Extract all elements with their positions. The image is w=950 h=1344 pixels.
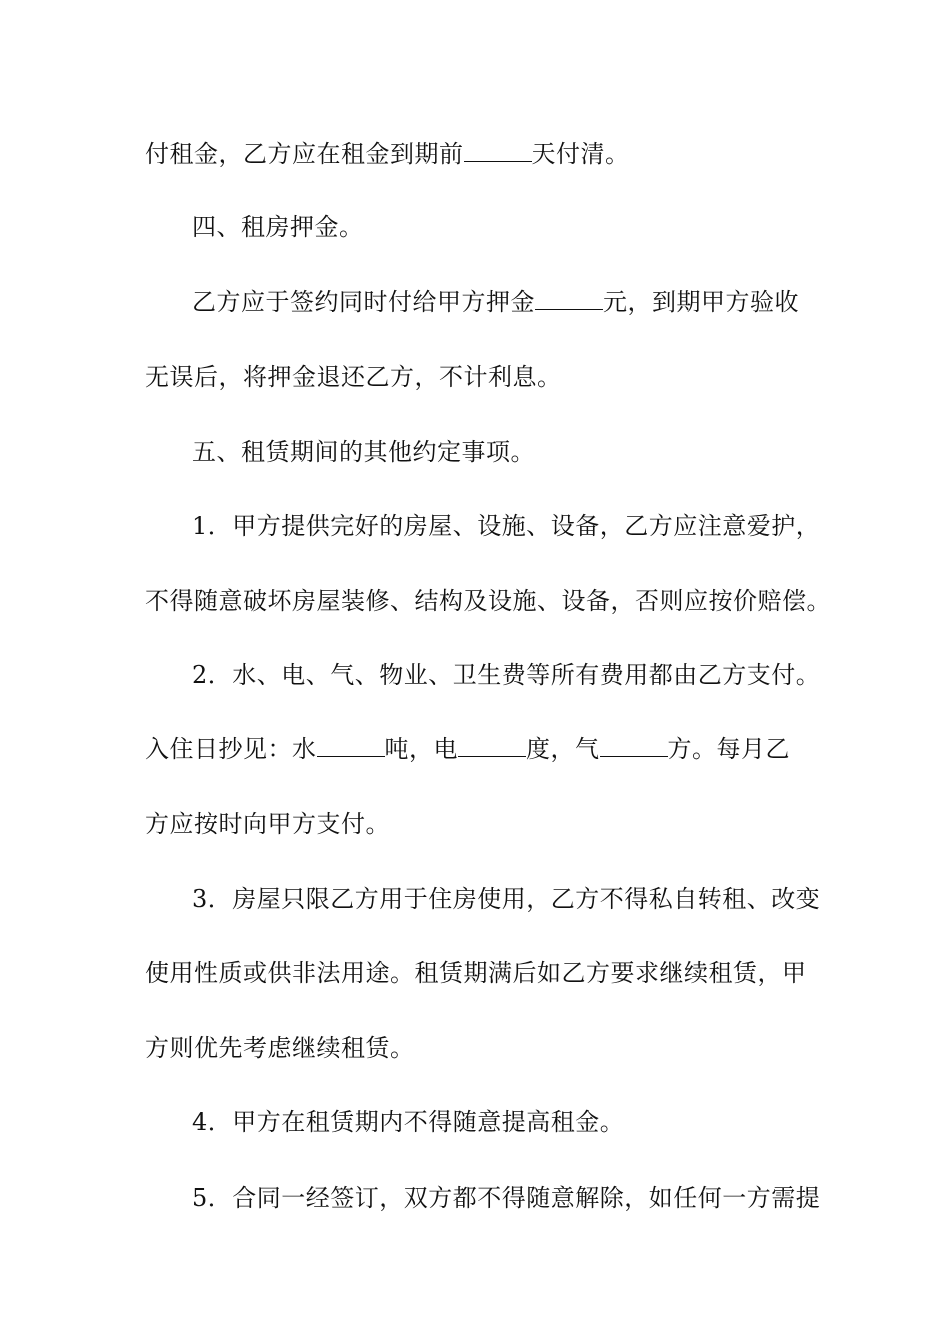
text-line: 不得随意破坏房屋装修、结构及设施、设备，否则应按价赔偿。 xyxy=(145,587,831,615)
section-heading: 四、租房押金。 xyxy=(192,213,364,241)
text-line: 3．房屋只限乙方用于住房使用，乙方不得私自转租、改变 xyxy=(192,885,821,913)
fill-blank xyxy=(458,734,526,757)
fill-blank xyxy=(600,734,668,757)
line-text: 乙方应于签约同时付给甲方押金 xyxy=(192,288,535,316)
fill-blank xyxy=(464,139,532,162)
text-line: 5．合同一经签订，双方都不得随意解除，如任何一方需提 xyxy=(192,1184,821,1212)
line-text: 度，气 xyxy=(526,735,600,763)
line-text: 方。每月乙 xyxy=(667,735,790,763)
text-line xyxy=(192,287,872,317)
line-text: 天付清。 xyxy=(531,140,630,168)
text-line: 方则优先考虑继续租赁。 xyxy=(145,1034,415,1062)
line-text: 吨，电 xyxy=(384,735,458,763)
text-line: 使用性质或供非法用途。租赁期满后如乙方要求继续租赁，甲 xyxy=(145,959,807,987)
line-text: 入住日抄见：水 xyxy=(145,735,317,763)
line-text: 元，到期甲方验收 xyxy=(603,288,799,316)
fill-blank xyxy=(535,287,603,310)
text-line: 无误后，将押金退还乙方，不计利息。 xyxy=(145,363,562,391)
text-line: 方应按时向甲方支付。 xyxy=(145,810,390,838)
text-line xyxy=(145,734,825,764)
line-text: 付租金，乙方应在租金到期前 xyxy=(145,140,464,168)
text-line xyxy=(145,139,825,169)
text-line: 4．甲方在租赁期内不得随意提高租金。 xyxy=(192,1108,625,1136)
text-line: 2．水、电、气、物业、卫生费等所有费用都由乙方支付。 xyxy=(192,661,821,689)
section-heading: 五、租赁期间的其他约定事项。 xyxy=(192,438,535,466)
fill-blank xyxy=(317,734,385,757)
text-line: 1．甲方提供完好的房屋、设施、设备，乙方应注意爱护， xyxy=(192,512,821,540)
